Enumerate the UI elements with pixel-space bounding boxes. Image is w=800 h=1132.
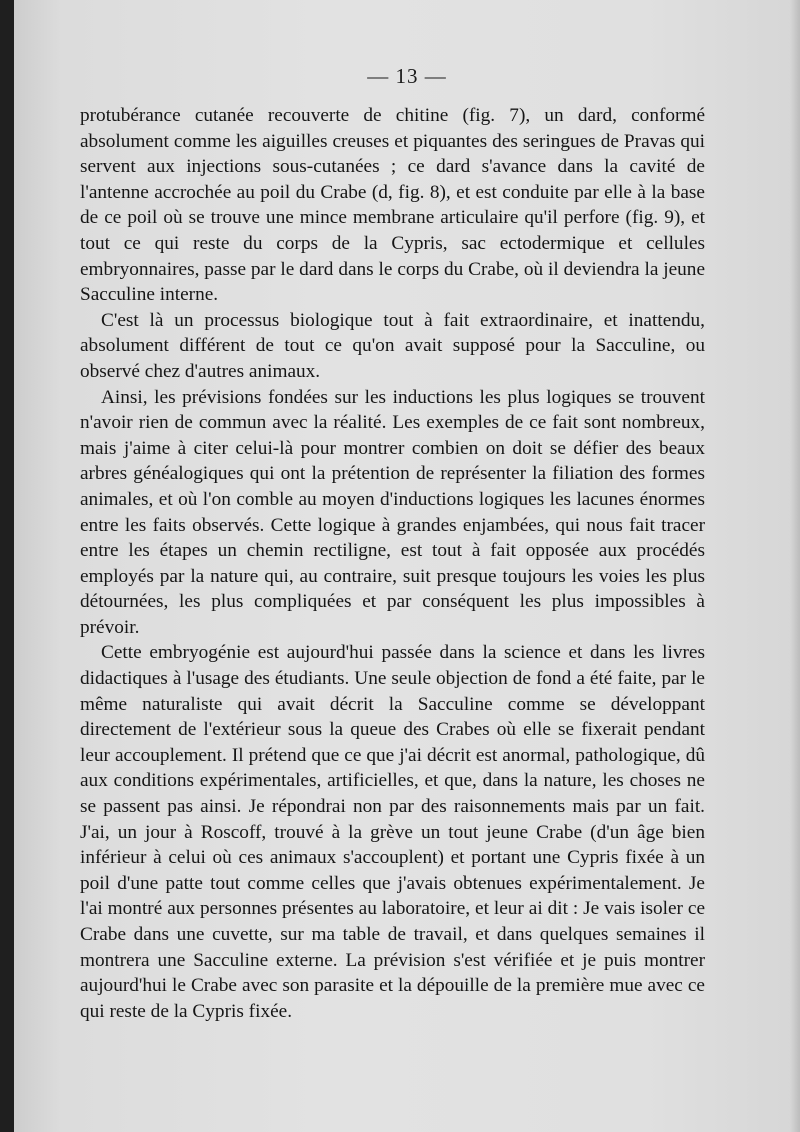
paragraph: Ainsi, les prévisions fondées sur les inductions les plus logiques se trouvent n'avoir rien de commun avec la réalité. Les exemples de ce fait sont nombreux, mais j'aime à citer celui-là pour montrer combien on doit se défier des beaux arbres généalogiques qui ont la prétention de représenter la filiation des formes animales, et où l'on comble au moyen d'inductions logiques les lacunes énormes entre les faits observés. Cette logique à grandes enjambées, qui nous fait tracer entre les étapes un chemin rectiligne, est tout à fait opposée aux procédés employés par la nature qui, au contraire, suit presque toujours les voies les plus détournées, les plus compliquées et par conséquent les plus impossibles à prévoir. — [80, 386, 705, 638]
paragraph: C'est là un processus biologique tout à fait extraordinaire, et inattendu, absolument différent de tout ce qu'on avait supposé pour la Sacculine, ou observé chez d'autres animaux. — [80, 309, 705, 382]
page-number: — 13 — — [367, 64, 447, 88]
paragraph: Cette embryogénie est aujourd'hui passée dans la science et dans les livres didactiques à l'usage des étudiants. Une seule objection de fond a été faite, par le même naturaliste qui avait décrit la Sacculine comme se développant directement de l'extérieur sous la queue des Crabes où elle se fixerait pendant leur accouplement. Il prétend que ce que j'ai décrit est anormal, pathologique, dû aux conditions expérimentales, artificielles, et que, dans la nature, les choses ne se passent pas ainsi. Je répondrai non par des raisonnements mais par un fait. J'ai, un jour à Roscoff, trouvé à la grève un tout jeune Crabe (d'un âge bien inférieur à celui où ces animaux s'accouplent) et portant une Cypris fixée à un poil d'une patte tout comme celles que j'avais obtenues expérimentalement. Je l'ai montré aux personnes présentes au laboratoire, et leur ai dit : Je vais isoler ce Crabe dans une cuvette, sur ma table de travail, et dans quelques semaines il montrera une Sacculine externe. La prévision s'est vérifiée et je puis montrer aujourd'hui le Crabe avec son parasite et la dépouille de la première mue avec ce qui reste de la Cypris fixée. — [80, 642, 705, 1022]
page-edge-shadow — [790, 0, 800, 1132]
body-text — [80, 103, 705, 1024]
book-page — [14, 0, 800, 1132]
paragraph-continuation: protubérance cutanée recouverte de chitine (fig. 7), un dard, conformé absolument comme les aiguilles creuses et piquantes des seringues de Pravas qui servent aux injections sous-cutanées ; ce dard s'avance dans la cavité de l'antenne accrochée au poil du Crabe (d, fig. 8), et est conduite par elle à la base de ce poil où se trouve une mince membrane articulaire qu'il perfore (fig. 9), et tout ce qui reste du corps de la Cypris, sac ectodermique et cellules embryonnaires, passe par le dard dans le corps du Crabe, où il deviendra la jeune Sacculine interne. — [80, 105, 705, 306]
